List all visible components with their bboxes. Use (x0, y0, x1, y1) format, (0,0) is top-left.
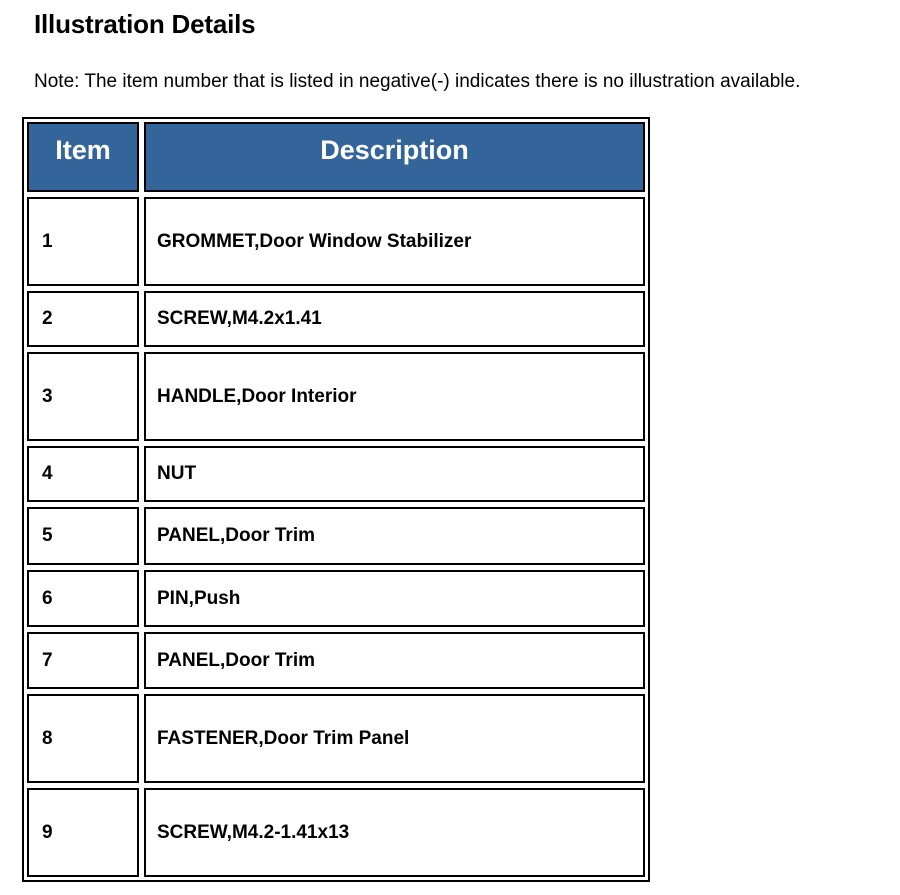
row-2-item-cell: 2 (27, 291, 139, 347)
row-2-description-cell: SCREW,M4.2x1.41 (144, 291, 645, 347)
row-4-item-cell: 4 (27, 446, 139, 502)
row-5-description-cell: PANEL,Door Trim (144, 507, 645, 565)
description-column-header: Description (144, 122, 645, 192)
row-7-description-cell: PANEL,Door Trim (144, 632, 645, 689)
illustration-note: Note: The item number that is listed in negative(-) indicates there is no illustration available. (34, 71, 801, 92)
row-6-item-cell: 6 (27, 570, 139, 627)
row-1-item-cell: 1 (27, 197, 139, 286)
row-6-description-cell: PIN,Push (144, 570, 645, 627)
row-9-item-cell: 9 (27, 788, 139, 877)
page-title: Illustration Details (34, 9, 256, 39)
row-4-description-cell: NUT (144, 446, 645, 502)
row-8-item-cell: 8 (27, 694, 139, 783)
row-7-item-cell: 7 (27, 632, 139, 689)
row-5-item-cell: 5 (27, 507, 139, 565)
row-1-description-cell: GROMMET,Door Window Stabilizer (144, 197, 645, 286)
row-3-description-cell: HANDLE,Door Interior (144, 352, 645, 441)
row-9-description-cell: SCREW,M4.2-1.41x13 (144, 788, 645, 877)
item-column-header: Item (27, 122, 139, 192)
row-8-description-cell: FASTENER,Door Trim Panel (144, 694, 645, 783)
row-3-item-cell: 3 (27, 352, 139, 441)
